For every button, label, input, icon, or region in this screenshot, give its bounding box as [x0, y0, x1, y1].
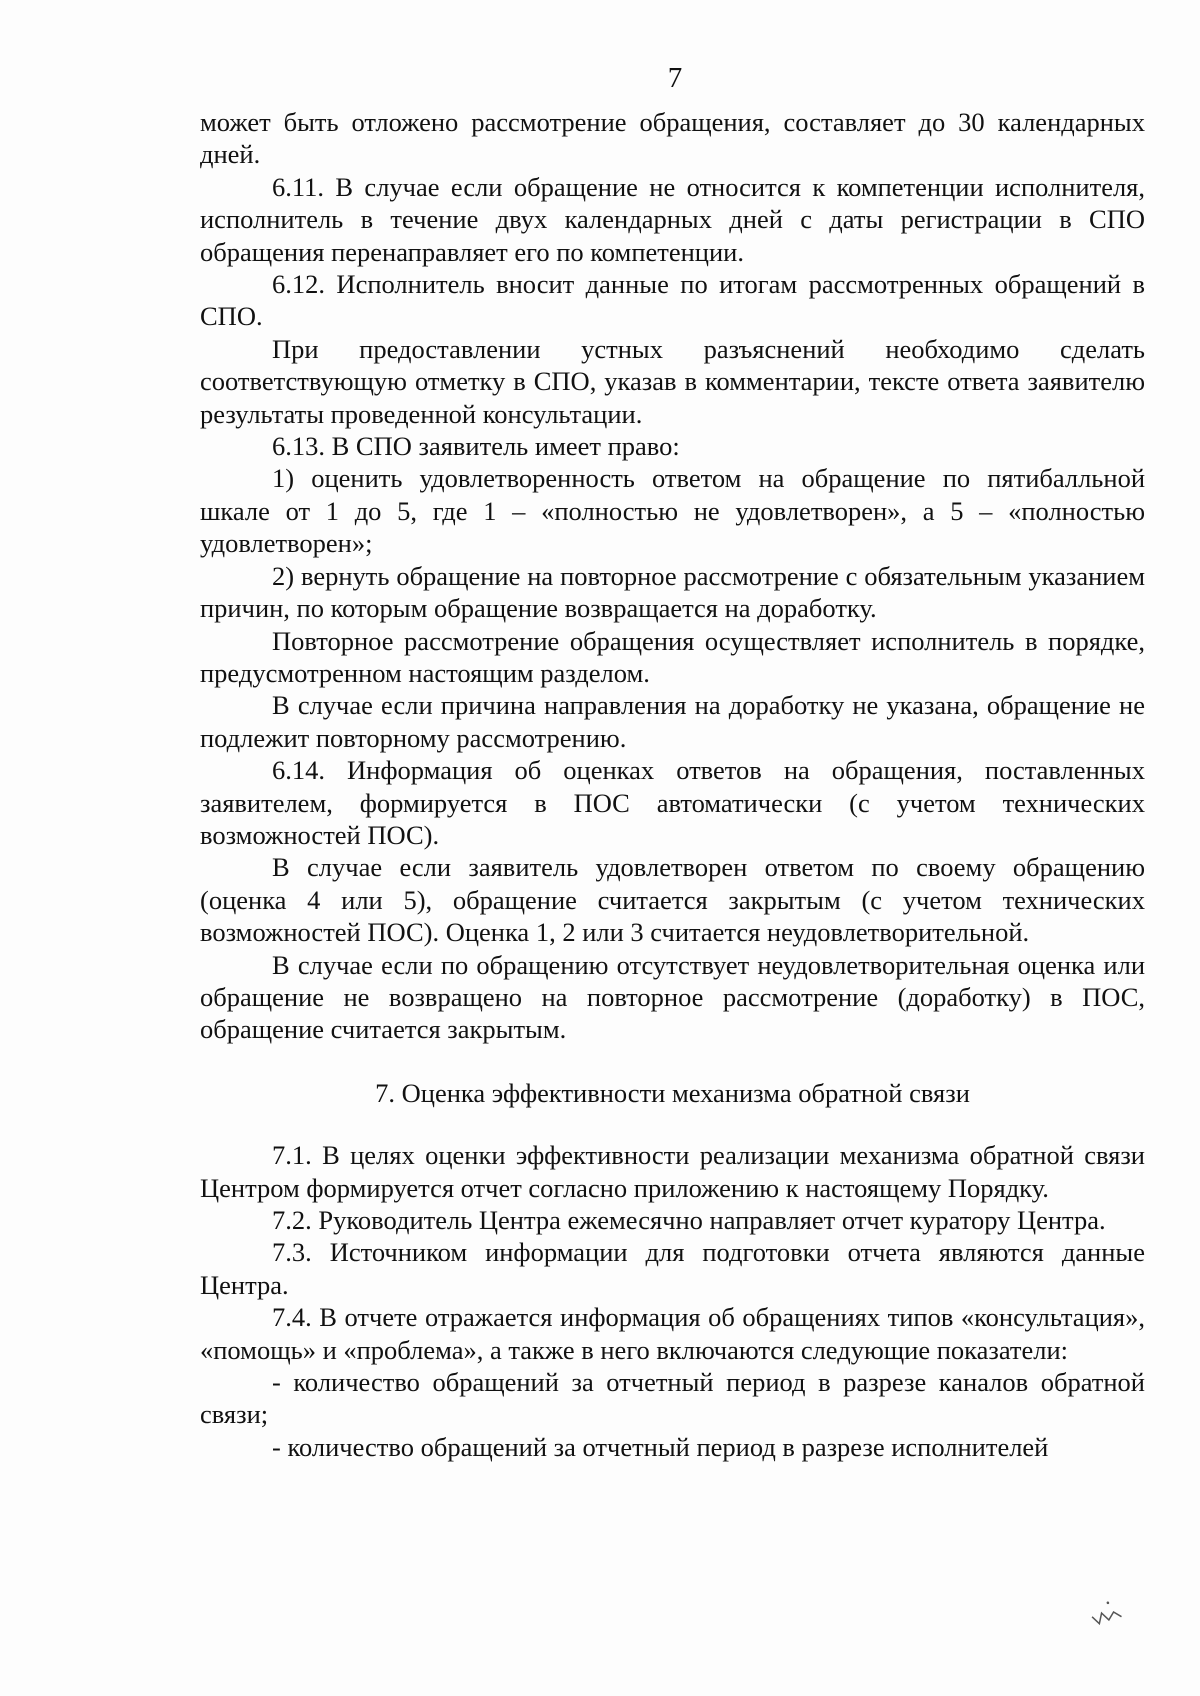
paragraph-6-14: 6.14. Информация об оценках ответов на обращения, поставленных заявителем, формируется в ПОС автоматически (с учетом технических возможностей ПОС).	[200, 755, 1145, 850]
paragraph-7-3: 7.3. Источником информации для подготовки отчета являются данные Центра.	[200, 1237, 1145, 1300]
list-item-channels: - количество обращений за отчетный период в разрезе каналов обратной связи;	[200, 1367, 1145, 1430]
paragraph-continuation: может быть отложено рассмотрение обращения, составляет до 30 календарных дней.	[200, 107, 1145, 170]
page-number: 7	[667, 62, 683, 94]
paragraph-6-12: 6.12. Исполнитель вносит данные по итогам рассмотренных обращений в СПО.	[200, 269, 1145, 332]
paragraph-rating-right: 1) оценить удовлетворенность ответом на обращение по пятибалльной шкале от 1 до 5, где 1 – «полностью не удовлетворен», а 5 – «полностью удовлетворен»;	[200, 463, 1145, 559]
paragraph-7-2: 7.2. Руководитель Центра ежемесячно направляет отчет куратору Центра.	[272, 1205, 1106, 1235]
paragraph-oral-explanations: При предоставлении устных разъяснений необходимо сделать соответствующую отметку в СПО, указав в комментарии, тексте ответа заявителю результаты проведенной консультации.	[200, 333, 1145, 429]
paragraph-6-11: 6.11. В случае если обращение не относится к компетенции исполнителя, исполнитель в течение двух календарных дней с даты регистрации в СПО обращения перенаправляет его по компетенции.	[200, 171, 1145, 267]
paragraph-7-4: 7.4. В отчете отражается информация об обращениях типов «консультация», «помощь» и «проблема», а также в него включаются следующие показатели:	[200, 1302, 1145, 1365]
list-item-executors: - количество обращений за отчетный период в разрезе исполнителей	[272, 1431, 1049, 1462]
paragraph-6-13: 6.13. В СПО заявитель имеет право:	[272, 431, 680, 462]
handwritten-mark-icon	[1086, 1597, 1131, 1633]
paragraph-no-reason: В случае если причина направления на доработку не указана, обращение не подлежит повторному рассмотрению.	[200, 690, 1145, 753]
paragraph-satisfied: В случае если заявитель удовлетворен ответом по своему обращению (оценка 4 или 5), обращение считается закрытым (с учетом технических возможностей ПОС). Оценка 1, 2 или 3 считается неудовлетворительной.	[200, 852, 1145, 948]
paragraph-closed: В случае если по обращению отсутствует неудовлетворительная оценка или обращение не возвращено на повторное рассмотрение (доработку) в ПОС, обращение считается закрытым.	[200, 949, 1145, 1045]
section-heading: 7. Оценка эффективности механизма обратной связи	[375, 1077, 970, 1108]
document-body	[200, 106, 1145, 1463]
paragraph-7-1: 7.1. В целях оценки эффективности реализации механизма обратной связи Центром формируется отчет согласно приложению к настоящему Порядку.	[200, 1140, 1145, 1203]
paragraph-return-right: 2) вернуть обращение на повторное рассмотрение с обязательным указанием причин, по которым обращение возвращается на доработку.	[200, 560, 1145, 624]
paragraph-repeat-review: Повторное рассмотрение обращения осуществляет исполнитель в порядке, предусмотренном настоящим разделом.	[200, 625, 1145, 688]
